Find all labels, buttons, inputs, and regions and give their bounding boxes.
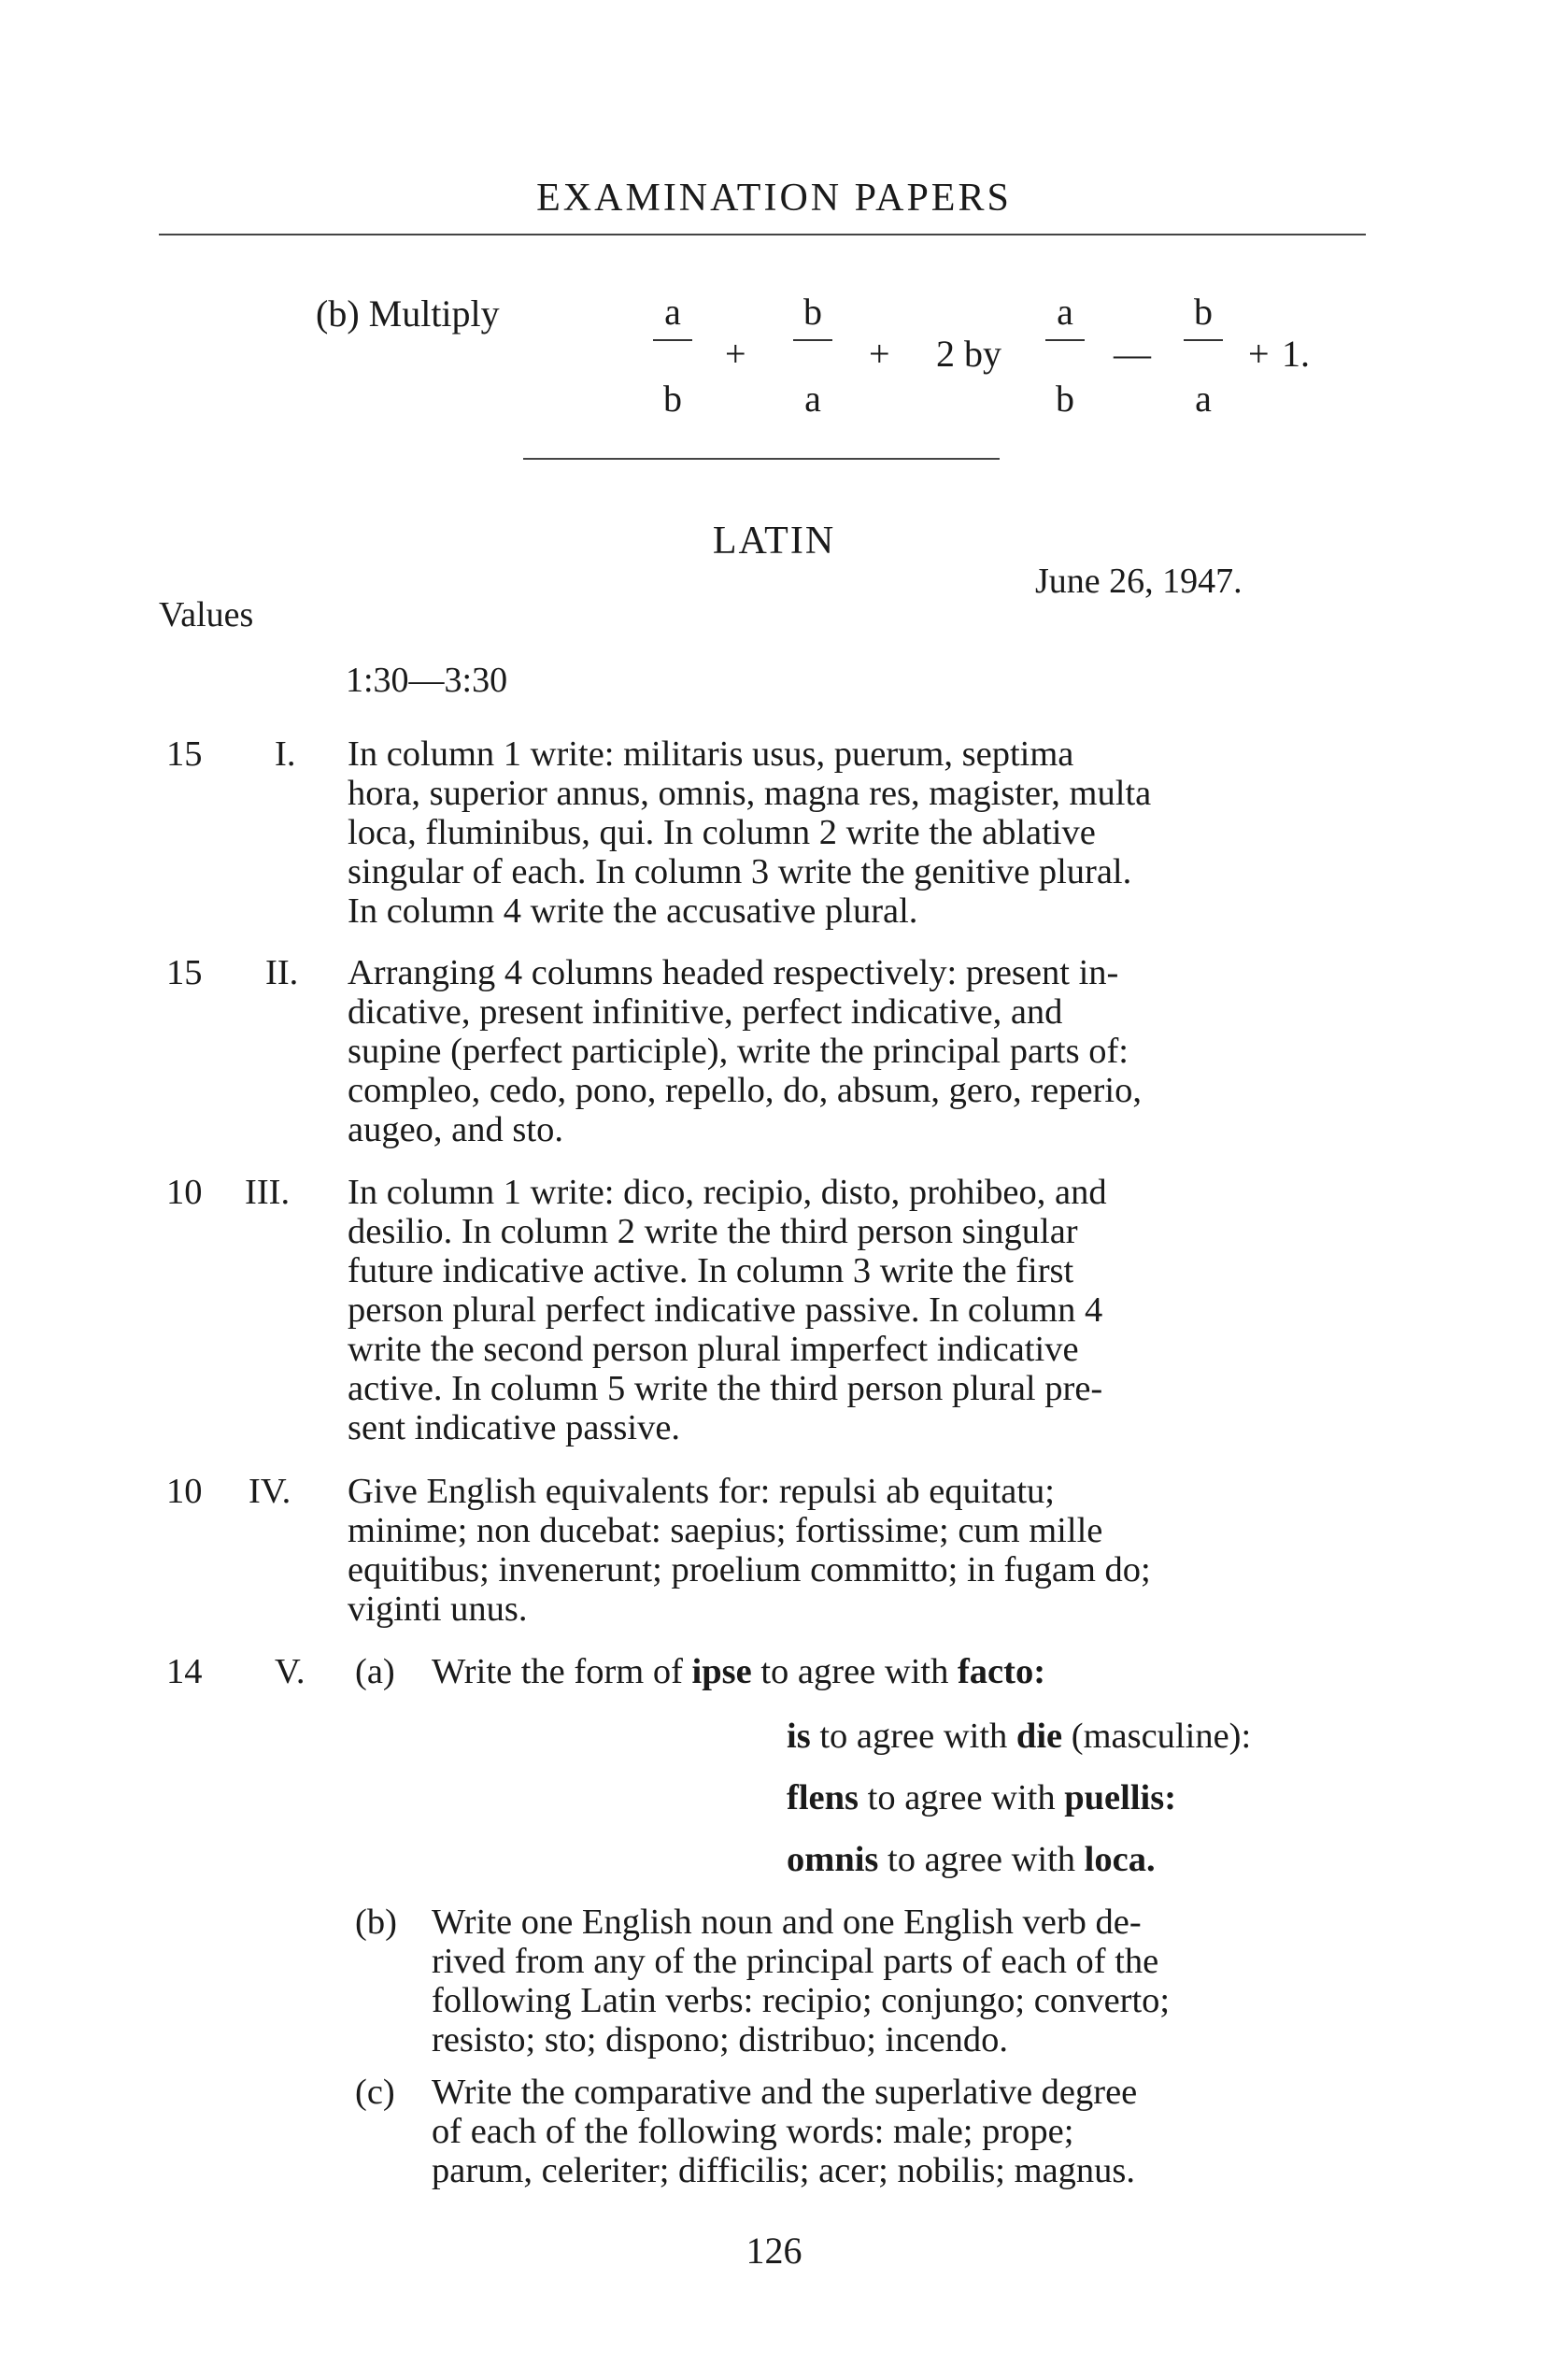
sub-label: (c) — [355, 2073, 395, 2112]
question-value: 10 — [166, 1173, 203, 1212]
question-number: III. — [245, 1173, 291, 1212]
question-number: IV. — [249, 1472, 291, 1511]
multiply-by-text: 2 by — [936, 333, 1001, 375]
fraction-4-bar — [1184, 339, 1223, 377]
fraction-2 — [785, 290, 841, 420]
page-number: 126 — [746, 2230, 802, 2272]
question-value: 15 — [166, 734, 203, 774]
text-line: singular of each. In column 3 write the genitive plural. — [348, 852, 1132, 891]
header-rule — [159, 234, 1366, 235]
text-line: write the second person plural imperfect indicative — [348, 1330, 1079, 1369]
fraction-3-numerator: a — [1057, 291, 1073, 333]
sub-text-mid: to agree with — [760, 1652, 949, 1691]
text-line: of each of the following words: male; prope; — [432, 2112, 1074, 2151]
text-line: minime; non ducebat: saepius; fortissime; cum mille — [348, 1511, 1103, 1550]
text-line: equitibus; invenerunt; proelium committo; in fugam do; — [348, 1550, 1151, 1589]
text-line: future indicative active. In column 3 write the first — [348, 1251, 1074, 1290]
bold-word: facto: — [957, 1652, 1046, 1691]
question-text — [348, 1173, 1375, 1447]
plus-sign-2: + — [869, 333, 890, 375]
agree-mid: to agree with — [867, 1778, 1056, 1817]
sub-label: (b) — [355, 1903, 397, 1942]
fraction-1 — [645, 290, 701, 420]
section-rule — [523, 458, 1000, 460]
text-line: In column 1 write: militaris usus, puerum, septima — [348, 734, 1074, 774]
fraction-1-denominator: b — [663, 378, 682, 420]
text-line: supine (perfect participle), write the principal parts of: — [348, 1032, 1129, 1071]
fraction-2-bar — [793, 339, 832, 377]
fraction-1-numerator: a — [664, 291, 681, 333]
bold-word: puellis: — [1064, 1778, 1177, 1817]
text-line: In column 1 write: dico, recipio, disto, prohibeo, and — [348, 1173, 1107, 1212]
fraction-2-numerator: b — [803, 291, 822, 333]
exam-date: June 26, 1947. — [1035, 562, 1243, 601]
text-line: hora, superior annus, omnis, magna res, magister, multa — [348, 774, 1152, 813]
question-text — [348, 1472, 1375, 1629]
agree-line-2 — [787, 1777, 1176, 1818]
multiply-label: (b) Multiply — [316, 292, 500, 335]
bold-word: die — [1015, 1717, 1063, 1756]
text-line: Give English equivalents for: repulsi ab equitatu; — [348, 1472, 1055, 1511]
text-line: Write the comparative and the superlative degree — [432, 2073, 1138, 2112]
agree-mid: to agree with — [888, 1840, 1076, 1879]
bold-word: omnis — [787, 1840, 879, 1879]
fraction-4-numerator: b — [1194, 291, 1213, 333]
bold-word: is — [787, 1717, 811, 1756]
question-number: I. — [275, 734, 296, 774]
text-line: Arranging 4 columns headed respectively: present in- — [348, 953, 1119, 992]
text-line: compleo, cedo, pono, repello, do, absum, gero, reperio, — [348, 1071, 1142, 1110]
minus-sign: — — [1114, 333, 1151, 375]
running-head: EXAMINATION PAPERS — [536, 177, 1012, 220]
fraction-4 — [1175, 290, 1231, 420]
text-line: viginti unus. — [348, 1589, 528, 1629]
text-line: dicative, present infinitive, perfect indicative, and — [348, 992, 1063, 1032]
text-line: resisto; sto; dispono; distribuo; incendo. — [432, 2020, 1009, 2059]
agree-post: (masculine): — [1071, 1717, 1252, 1756]
text-line: active. In column 5 write the third person plural pre- — [348, 1369, 1103, 1408]
question-number: II. — [265, 953, 299, 992]
values-heading: Values — [159, 595, 254, 634]
sub-text — [432, 1903, 1375, 2059]
sub-text — [432, 2073, 1375, 2190]
agree-line-3 — [787, 1839, 1156, 1880]
exam-time: 1:30—3:30 — [346, 661, 508, 700]
fraction-1-bar — [653, 339, 692, 377]
plus-sign-3: + — [1248, 333, 1270, 375]
sub-text-lead: Write the form of — [432, 1652, 683, 1691]
section-title: LATIN — [712, 520, 836, 563]
fraction-3 — [1037, 290, 1093, 420]
text-line: person plural perfect indicative passive. In column 4 — [348, 1290, 1103, 1330]
fraction-3-denominator: b — [1056, 378, 1074, 420]
question-value: 15 — [166, 953, 203, 992]
text-line: following Latin verbs: recipio; conjungo; converto; — [432, 1981, 1171, 2020]
text-line: parum, celeriter; difficilis; acer; nobilis; magnus. — [432, 2151, 1136, 2190]
text-line: desilio. In column 2 write the third person singular — [348, 1212, 1078, 1251]
text-line: In column 4 write the accusative plural. — [348, 891, 918, 931]
agree-mid: to agree with — [819, 1717, 1008, 1756]
text-line: augeo, and sto. — [348, 1110, 563, 1149]
plus-sign-1: + — [725, 333, 746, 375]
multiply-tail: 1. — [1282, 333, 1310, 375]
question-text — [348, 734, 1375, 931]
text-line: Write one English noun and one English verb de- — [432, 1903, 1142, 1942]
sub-text — [432, 1652, 1375, 1691]
text-line: sent indicative passive. — [348, 1408, 681, 1447]
question-value: 10 — [166, 1472, 203, 1511]
question-number: V. — [275, 1652, 305, 1691]
bold-word: ipse — [691, 1652, 752, 1691]
text-line: rived from any of the principal parts of each of the — [432, 1942, 1159, 1981]
text-line: loca, fluminibus, qui. In column 2 write the ablative — [348, 813, 1096, 852]
agree-line-1 — [787, 1716, 1251, 1757]
bold-word: loca. — [1084, 1840, 1156, 1879]
sub-label: (a) — [355, 1652, 395, 1691]
bold-word: flens — [787, 1778, 859, 1817]
fraction-4-denominator: a — [1195, 378, 1212, 420]
question-value: 14 — [166, 1652, 203, 1691]
fraction-2-denominator: a — [804, 378, 821, 420]
fraction-3-bar — [1045, 339, 1085, 377]
question-text — [348, 953, 1375, 1149]
